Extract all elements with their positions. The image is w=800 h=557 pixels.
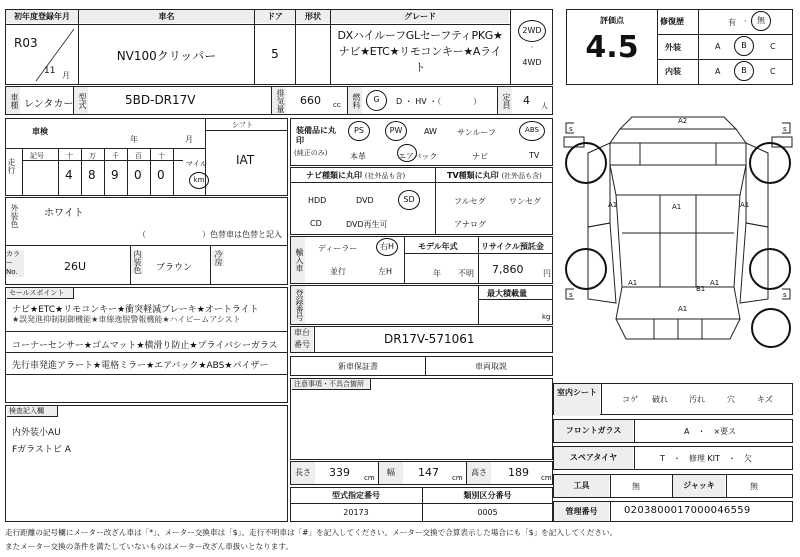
interior-color-value: ブラウン (156, 263, 193, 273)
grade-text: DXハイルーフGLセーフティPKG★ナビ★ETC★リモコンキー★Aライト (337, 29, 503, 74)
jack-label: ジャッキ (673, 475, 725, 497)
repair-label: 修復歴 (660, 17, 684, 26)
cc-unit: cc (333, 101, 341, 109)
import-parallel: 並行 (330, 267, 346, 276)
shape-label: 形状 (296, 10, 330, 23)
equipment-label: 装備品に丸印 (296, 126, 336, 145)
s-bracket-bl: s (569, 291, 573, 299)
mark-a1-lower-left: A1 (628, 279, 638, 287)
mileage-digit: 0 (157, 168, 165, 182)
place-label: 万 (89, 152, 96, 160)
mark-a1-right: A1 (740, 201, 750, 209)
seat-item: 穴 (727, 395, 735, 404)
capacity-value: 4 (523, 94, 530, 107)
mark-a1-left: A1 (608, 201, 618, 209)
s-bracket-tr: s (783, 125, 787, 133)
nav-sublabel: (社外品も含) (364, 172, 406, 180)
mileage-digit: 8 (88, 168, 96, 182)
mgmt-label: 管理番号 (554, 502, 609, 521)
car-diagram (560, 103, 796, 379)
equip-airbag-circle (397, 144, 417, 162)
car-name-label: 車名 (79, 10, 254, 23)
tools-label: 工具 (554, 475, 609, 497)
recycle-value: 7,860 (492, 263, 524, 276)
mark-a1-rear: A1 (678, 305, 688, 313)
mileage-side-label: 走行 (7, 158, 16, 174)
reg-year-label: 初年度登録年月 (6, 10, 78, 23)
tv-analog: アナログ (454, 220, 486, 229)
footer-line-1: 走行距離の記号欄にメーター改ざん車は「*」、メーター交換車は「$」、走行不明車は「#」を記入してください。メーター交換で合算表示した場合にも「$」を記入してください。 (5, 528, 618, 537)
length-unit: cm (364, 474, 375, 482)
fuel-gasoline: G (366, 90, 387, 111)
color-code-value: 26U (64, 260, 87, 273)
displacement-label: 排気量 (272, 87, 286, 114)
mark-a1-center: A1 (672, 203, 682, 211)
shaken-year: 年 (130, 135, 138, 144)
mileage-digit: 4 (65, 168, 73, 182)
equip-abs: ABS (519, 121, 545, 141)
height-label: 高さ (467, 462, 491, 484)
max-load-label: 最大積載量 (487, 289, 527, 298)
color-label: 外装色 (10, 204, 19, 228)
notes-block (290, 378, 553, 460)
exterior-b: B (734, 36, 754, 56)
sales-points-label: セールスポイント (7, 288, 74, 299)
nav-dvd: DVD (356, 196, 374, 205)
tools-value: 無 (632, 482, 640, 491)
equip-leather: 本革 (350, 152, 366, 161)
notes-label: 注意事項・不具合箇所 (292, 379, 371, 390)
width-unit: cm (452, 474, 463, 482)
type-no-value: 20173 (343, 508, 369, 517)
displacement-value: 660 (300, 94, 321, 107)
length-label: 長さ (291, 462, 315, 484)
tv-label (447, 170, 542, 181)
recycle-yen: 円 (543, 269, 551, 278)
class-no-label: 類別区分番号 (463, 491, 512, 500)
height-unit: cm (541, 474, 552, 482)
manual: 車両取説 (475, 362, 507, 371)
import-left-h: 左H (378, 267, 393, 276)
repair-dot: · (744, 17, 747, 26)
grade-label: グレード (331, 10, 509, 23)
repair-none: 無 (751, 11, 771, 31)
reg-month: 11 (44, 66, 56, 76)
interior-b: B (734, 61, 754, 81)
docs-block (290, 356, 553, 376)
inspector-label: 検査記入欄 (7, 406, 58, 417)
equip-ps: PS (348, 121, 370, 141)
mark-a2: A2 (678, 117, 688, 125)
place-label: 百 (135, 152, 142, 160)
doors-label: ドア (255, 10, 295, 23)
nav-cd: CD (310, 219, 322, 228)
max-load-unit: kg (542, 313, 551, 321)
width-value: 147 (418, 466, 439, 479)
spare-label: スペアタイヤ (554, 447, 633, 469)
reg-era: R03 (14, 36, 38, 50)
nav-sd: SD (398, 190, 420, 210)
place-label: 十 (158, 152, 165, 160)
windshield-value: A ・ ×要ス (684, 427, 737, 436)
tv-fullseg: フルセグ (454, 197, 486, 206)
color-code-label: カラーNo. (6, 250, 24, 277)
doors-value: 5 (271, 47, 279, 61)
symbol-label: 記号 (30, 152, 44, 160)
interior-a: A (715, 67, 721, 76)
windshield-label: フロントガラス (554, 420, 633, 442)
jack-value: 無 (750, 482, 758, 491)
drive-4wd: 4WD (522, 58, 542, 67)
chassis-label: 車台番号 (291, 327, 313, 352)
mileage-digit: 0 (134, 168, 142, 182)
exterior-label: 外装 (665, 43, 681, 52)
inspector-line-1: 内外装小AU (12, 428, 61, 438)
model-year-unit: 年 (433, 269, 441, 278)
nav-label-text: ナビ種類に丸印 (306, 171, 362, 180)
mileage-digit: 9 (111, 168, 119, 182)
fuel-label: 燃料 (348, 87, 362, 114)
equip-aw: AW (424, 127, 437, 136)
length-value: 339 (329, 466, 350, 479)
kind-value: レンタカー (24, 99, 74, 110)
equip-airbag: エアバック (398, 152, 438, 161)
equip-sunroof: サンルーフ (457, 128, 496, 137)
sales-line-3: コーナーセンサー★ゴムマット★横滑り防止★プライバシーガラス (12, 341, 278, 351)
s-bracket-tl: s (569, 125, 573, 133)
interior-label: 内装 (665, 67, 681, 76)
equip-tv: TV (529, 151, 540, 160)
inspector-block (5, 405, 288, 522)
reg-month-unit: 月 (62, 71, 70, 80)
spare-value: T ・ 修理 KIT ・ 欠 (660, 454, 752, 463)
mark-b1: B1 (696, 285, 706, 293)
recycle-label: リサイクル預託金 (481, 242, 544, 251)
shift-value: IAT (236, 153, 255, 167)
tv-oneseg: ワンセグ (509, 197, 541, 206)
tv-label-text: TV種類に丸印 (447, 171, 499, 180)
registration-label: 登録番号 (291, 286, 305, 324)
seat-item: 汚れ (689, 395, 705, 404)
import-dealer: ディーラー (318, 244, 358, 253)
fuel-others: D ・ HV ・（ ） (396, 97, 482, 106)
exterior-a: A (715, 42, 721, 51)
equipment-sublabel: (純正のみ) (294, 149, 328, 157)
seat-item: コゲ (622, 395, 638, 404)
nav-label (306, 170, 405, 181)
seat-item: キズ (757, 395, 773, 404)
tv-sublabel: (社外品も含) (501, 172, 542, 180)
footer-line-2: またメーター交換の条件を満たしていないものはメーター改ざん車扱いとなります。 (5, 542, 293, 551)
place-label: 千 (112, 152, 119, 160)
kind-label: 車種 (6, 87, 20, 114)
mile-label: マイル (186, 160, 207, 168)
drive-2wd: 2WD (518, 20, 546, 42)
color-value: ホワイト (44, 208, 84, 219)
import-label: 輸入車 (291, 237, 305, 283)
score-value: 4.5 (585, 30, 639, 65)
nav-hdd: HDD (308, 196, 327, 205)
equip-pw: PW (385, 121, 407, 141)
place-label: 十 (66, 152, 73, 160)
chassis-value: DR17V-571061 (384, 332, 475, 346)
drive-dot: · (530, 43, 534, 52)
sales-line-4: 先行車発進アラート★電格ミラー★エアバック★ABS★パイザー (12, 361, 269, 371)
equip-navi: ナビ (472, 152, 488, 161)
score-label: 評価点 (600, 16, 624, 25)
model-value: 5BD-DR17V (125, 93, 196, 107)
exterior-c: C (770, 42, 776, 51)
height-value: 189 (508, 466, 529, 479)
class-no-value: 0005 (477, 508, 498, 517)
sales-line-1: ナビ★ETC★リモコンキー★衝突軽減ブレーキ★オートライト (12, 305, 259, 315)
s-bracket-br: s (783, 291, 787, 299)
mgmt-value: 0203800017000046559 (624, 505, 751, 516)
seat-item: 破れ (652, 395, 668, 404)
model-year-unknown: 不明 (458, 269, 474, 278)
repaint-note: （ ）色替車は色替と記入 (138, 230, 282, 239)
capacity-unit: 人 (541, 102, 548, 110)
sales-line-2: ★誤発進抑制制御機能★車線逸脱警報機能★ハイビームアシスト (12, 315, 241, 324)
interior-c: C (770, 67, 776, 76)
inspector-line-2: Fガラストビ A (12, 445, 71, 455)
import-right-h: 右H (376, 238, 398, 256)
shaken-label: 車検 (32, 127, 48, 136)
ac-label: 冷房 (214, 250, 223, 266)
model-label: 型式 (74, 87, 88, 114)
car-name: NV100クリッパー (116, 49, 217, 63)
shift-label: シフト (232, 121, 253, 129)
repair-yes: 有 (728, 18, 736, 27)
nav-dvd-play: DVD再生可 (346, 220, 388, 229)
capacity-label: 定員 (498, 87, 512, 114)
type-no-label: 型式指定番号 (332, 491, 380, 500)
new-cert: 新車保証書 (338, 362, 378, 371)
width-label: 幅 (379, 462, 403, 484)
interior-color-label: 内装色 (133, 250, 142, 274)
km-unit: km (189, 172, 209, 189)
model-year-label: モデル年式 (418, 242, 458, 251)
mark-a1-lower-right: A1 (710, 279, 720, 287)
shaken-month: 月 (185, 135, 193, 144)
seat-label: 室内シート (554, 384, 600, 416)
